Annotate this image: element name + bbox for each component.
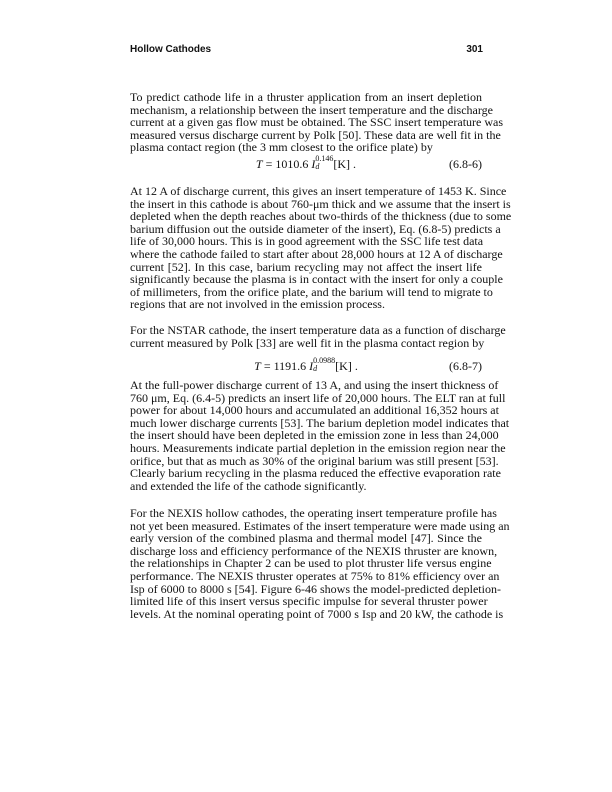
equation-number: (6.8-6) xyxy=(449,157,482,171)
text-line: the insert in this cathode is about 760-μm thick and we assume that the insert is xyxy=(130,196,511,211)
equation-exponent: 0.0988 xyxy=(313,356,336,366)
paragraph-3 xyxy=(130,323,506,350)
text-line: regions that are not involved in the emission process. xyxy=(130,297,385,312)
text-line: levels. At the nominal operating point of 7000 s Isp and 20 kW, the cathode is xyxy=(130,606,504,621)
equation-6-8-7 xyxy=(130,356,482,374)
text-line: measured versus discharge current by Polk [50]. These data are well fit in the xyxy=(130,127,501,142)
text-line: barium diffusion out the outside diameter of the insert), Eq. (6.8-5) predicts a xyxy=(130,221,501,236)
text-line: power for about 14,000 hours and accumulated an additional 16,352 hours at xyxy=(130,403,499,418)
equation-6-8-6 xyxy=(130,154,482,172)
text-line: where the cathode failed to start after about 28,000 hours at 12 A of discharge xyxy=(130,246,503,261)
text-line: depleted when the depth reaches about two-thirds of the thickness (due to some xyxy=(130,209,512,224)
equation-subscript: d xyxy=(313,364,318,374)
equation-subscript: d xyxy=(315,162,320,172)
equation-formula xyxy=(130,154,482,173)
page-number: 301 xyxy=(466,44,483,55)
text-line: not yet been measured. Estimates of the insert temperature were made using an xyxy=(130,518,510,533)
text-line: and extended the life of the cathode significantly. xyxy=(130,478,367,493)
equation-unit: [K] . xyxy=(335,359,358,373)
text-line: current measured by Polk [33] are well fit in the plasma contact region by xyxy=(130,335,485,350)
text-line: orifice, but that as much as 30% of the original barium was still present [53]. xyxy=(130,453,499,468)
text-line: At 12 A of discharge current, this gives an insert temperature of 1453 K. Since xyxy=(130,184,507,198)
equation-coefficient: = 1010.6 xyxy=(262,157,312,171)
text-line: At the full-power discharge current of 13 A, and using the insert thickness of xyxy=(130,378,499,392)
text-line: the relationships in Chapter 2 can be used to plot thruster life versus engine xyxy=(130,556,492,571)
text-line: mechanism, a relationship between the insert temperature and the discharge xyxy=(130,102,493,117)
equation-variable: I xyxy=(311,157,316,171)
text-line: plasma contact region (the 3 mm closest to the orifice plate) by xyxy=(130,140,433,155)
text-line: current [52]. In this case, barium recycling may not affect the insert life xyxy=(130,259,482,274)
running-header-title: Hollow Cathodes xyxy=(130,44,212,55)
text-line: significantly because the plasma is in contact with the insert for only a couple xyxy=(130,272,503,287)
paragraph-5 xyxy=(130,506,510,621)
text-line: discharge loss and efficiency performance of the NEXIS thruster are known, xyxy=(130,543,498,558)
text-line: To predict cathode life in a thruster application from an insert depletion xyxy=(130,90,482,104)
equation-formula xyxy=(130,356,482,375)
text-line: hours. Measurements indicate partial depletion in the emission region near the xyxy=(130,440,506,455)
text-line: limited life of this insert versus specific impulse for several thruster power xyxy=(130,594,488,609)
equation-variable: I xyxy=(309,359,314,373)
text-line: much lower discharge currents [53]. The barium depletion model indicates that xyxy=(130,415,510,430)
equation-exponent: 0.146 xyxy=(315,154,334,164)
text-line: Clearly barium recycling in the plasma reduced the effective evaporation rate xyxy=(130,466,501,481)
equation-unit: [K] . xyxy=(333,157,357,171)
text-line: life of 30,000 hours. This is in good agreement with the SSC life test data xyxy=(130,234,484,249)
text-line: early version of the combined plasma and thermal model [47]. Since the xyxy=(130,531,482,546)
text-line: 760 μm, Eq. (6.4-5) predicts an insert life of 20,000 hours. The ELT ran at full xyxy=(130,390,506,405)
text-line: For the NEXIS hollow cathodes, the operating insert temperature profile has xyxy=(130,506,497,520)
paragraph-1 xyxy=(130,90,504,155)
equation-lhs: T xyxy=(255,157,263,171)
text-line: current at a given gas flow must be obtained. The SSC insert temperature was xyxy=(130,115,504,130)
equation-lhs: T xyxy=(254,359,261,373)
paragraph-4 xyxy=(130,378,510,493)
equation-coefficient: = 1191.6 xyxy=(260,359,310,373)
paragraph-2 xyxy=(130,184,512,312)
text-line: performance. The NEXIS thruster operates at 75% to 81% efficiency over an xyxy=(130,568,500,583)
text-line: For the NSTAR cathode, the insert temperature data as a function of discharge xyxy=(130,323,506,337)
text-line: the insert should have been depleted in the emission zone in less than 24,000 xyxy=(130,428,499,443)
text-line: Isp of 6000 to 8000 s [54]. Figure 6-46 shows the model-predicted depletion- xyxy=(130,581,501,596)
equation-number: (6.8-7) xyxy=(449,359,482,373)
text-line: of millimeters, from the orifice plate, and the barium will tend to migrate to xyxy=(130,284,493,299)
